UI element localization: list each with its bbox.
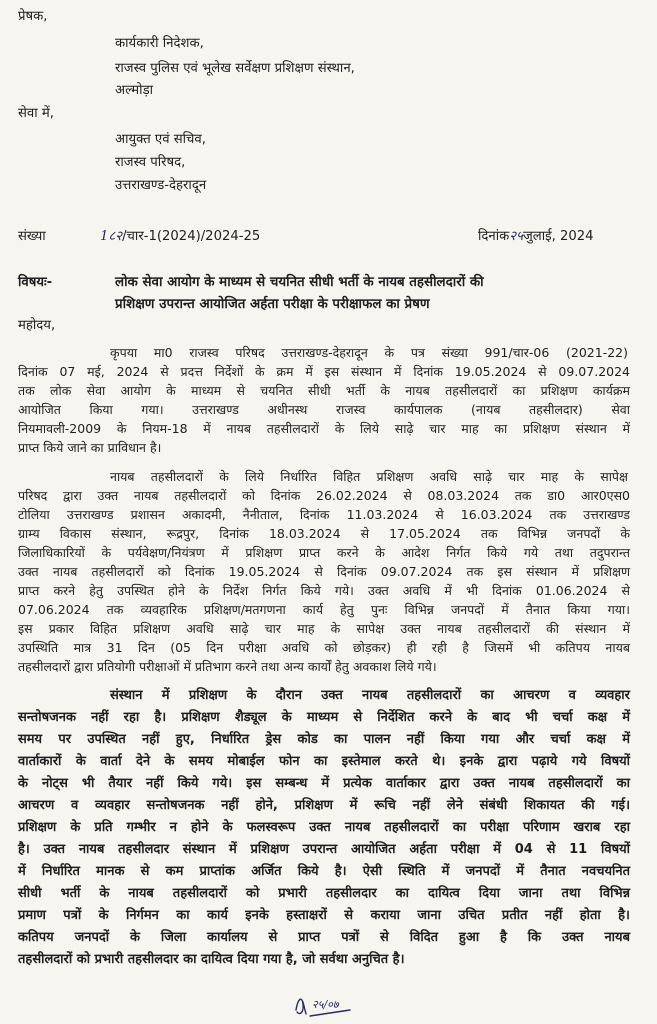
sender-label: प्रेषक, bbox=[18, 9, 48, 24]
para3-line: है। उक्त नायब तहसीलदार संस्थान में प्रशिक्षण उपरान्त आयोजित अर्हता परीक्षा में 04 से 11 विषयों bbox=[18, 842, 630, 857]
para3-line: तहसीलदारों को प्रभारी तहसीलदार का दायित्व दिया गया है, जो सर्वथा अनुचित है। bbox=[18, 952, 405, 967]
sender-line-3: अल्मोड़ा bbox=[115, 83, 154, 98]
para3-line: संस्थान में प्रशिक्षण के दौरान उक्त नायब तहसीलदारों का आचरण व व्यवहार bbox=[110, 688, 630, 703]
ref-number-handwritten: 1८२ bbox=[100, 229, 123, 244]
para2-line: उपस्थिति मात्र 31 दिन (05 दिन परीक्षा अवधि को छोड़कर) ही रही है जिसमें भी कतिपय नायब bbox=[18, 640, 630, 655]
recipient-line-3: उत्तराखण्ड-देहरादून bbox=[115, 178, 207, 193]
para3-line: में निर्धारित मानक से कम प्राप्तांक अर्जित किये है। ऐसी स्थिति में जनपदों में तैनात नवचयनित bbox=[18, 864, 630, 879]
ref-date-rest: जुलाई, 2024 bbox=[523, 229, 594, 244]
para1-line: दिनांक 07 मई, 2024 से प्रदत्त निर्देशों के क्रम में इस संस्थान में दिनांक 19.05.2024 से 09.07.2024 bbox=[18, 364, 630, 379]
para3-line: सीधी भर्ती के नायब तहसीलदारों को प्रभारी तहसीलदार का दायित्व दिया जाना तथा विभिन्न bbox=[18, 886, 630, 901]
salutation: महोदय, bbox=[18, 318, 56, 333]
para1-line: तक लोक सेवा आयोग के माध्यम से चयनित सीधी भर्ती के नायब तहसीलदारों का प्रशिक्षण कार्यक्रम bbox=[18, 383, 630, 398]
para3-line: कतिपय जनपदों के जिला कार्यालय से प्राप्त पत्रों से विदित हुआ है कि उक्त नायब bbox=[18, 930, 630, 945]
para3-line: वार्ताकारों के वार्ता देने के समय मोबाईल फोन का इस्तेमाल करते थे। इनके द्वारा पढ़ाये गये विषयों bbox=[18, 754, 630, 769]
signature-date-text: २५/०७ bbox=[312, 998, 339, 1011]
para2-line: तहसीलदारों द्वारा प्रतियोगी परीक्षाओं में प्रतिभाग करने तथा अन्य कार्यों हेतु अवकाश लिये गये। bbox=[18, 659, 437, 674]
para3-line: के नोट्स भी तैयार नहीं किये गये। इस सम्बन्ध में प्रत्येक वार्ताकार द्वारा उक्त नायब तहसीलदारों का bbox=[18, 776, 630, 791]
para3-line: समय पर उपस्थित नहीं हुए, निर्धारित ड्रेस कोड का पालन नहीं किया गया और चर्चा कक्ष में bbox=[18, 732, 630, 747]
para2-line: ग्राम्य विकास संस्थान, रूद्रपुर, दिनांक 18.03.2024 से 17.05.2024 तक विभिन्न जनपदों के bbox=[18, 526, 630, 541]
recipient-label: सेवा में, bbox=[18, 106, 54, 121]
para2-line: उक्त नायब तहसीलदारों को दिनांक 19.05.2024 से दिनांक 09.07.2024 तक इस संस्थान में प्रशिक्षण bbox=[18, 564, 630, 579]
recipient-line-1: आयुक्त एवं सचिव, bbox=[115, 132, 206, 147]
para2-line: परिषद द्वारा उक्त नायब तहसीलदारों को दिनांक 26.02.2024 से 08.03.2024 तक डा0 आर0एस0 bbox=[18, 488, 630, 503]
para2-line: 07.06.2024 तक व्यवहारिक प्रशिक्षण/मतगणना कार्य हेतु पुनः विभिन्न जनपदों में तैनात किया गया। bbox=[18, 602, 630, 617]
ref-label: संख्या bbox=[18, 229, 46, 244]
para2-line: इस प्रकार विहित प्रशिक्षण अवधि साढ़े चार माह के सापेक्ष उक्त नायब तहसीलदारों की संस्थान में bbox=[18, 621, 630, 636]
para1-line: कृपया मा0 राजस्व परिषद उत्तराखण्ड-देहरादून के पत्र संख्या 991/चार-06 (2021-22) bbox=[110, 345, 628, 360]
recipient-line-2: राजस्व परिषद, bbox=[115, 155, 186, 170]
para3-line: सन्तोषजनक नहीं रहा है। प्रशिक्षण शैड्यूल के माध्यम से निर्देशित करने के बाद भी चर्चा कक्ष में bbox=[18, 710, 630, 725]
para2-line: नायब तहसीलदारों के लिये निर्धारित विहित प्रशिक्षण अवधि साढ़े चार माह के सापेक्ष bbox=[110, 469, 628, 484]
handwritten-initials-signature bbox=[292, 990, 354, 1020]
para1-line: आयोजित किया गया। उत्तराखण्ड अधीनस्थ राजस्व कार्यपालक (नायब तहसीलदार) सेवा bbox=[18, 402, 630, 417]
para3-line: आचरण व व्यवहार सन्तोषजनक नहीं होने, प्रशिक्षण में रूचि नहीं लेने संबंधी शिकायत की गई। bbox=[18, 798, 630, 813]
ref-date-prefix: दिनांक bbox=[478, 229, 510, 244]
ref-number bbox=[100, 229, 260, 245]
ref-date bbox=[478, 229, 594, 245]
ref-date-handwritten: २५ bbox=[509, 229, 523, 244]
sender-line-1: कार्यकारी निदेशक, bbox=[115, 36, 204, 51]
subject-line-2: प्रशिक्षण उपरान्त आयोजित अर्हता परीक्षा के परीक्षाफल का प्रेषण bbox=[115, 297, 430, 312]
sender-line-2: राजस्व पुलिस एवं भूलेख सर्वेक्षण प्रशिक्षण संस्थान, bbox=[115, 61, 355, 76]
para1-line: नियमावली-2009 के नियम-18 में नायब तहसीलदारों के लिये साढ़े चार माह का प्रशिक्षण संस्थान में bbox=[18, 421, 630, 436]
para2-line: टोलिया उत्तराखण्ड प्रशासन अकादमी, नैनीताल, दिनांक 11.03.2024 से 16.03.2024 तक उत्तराखण्ड bbox=[18, 507, 630, 522]
ref-number-printed: /चार-1(2024)/2024-25 bbox=[122, 229, 261, 244]
para2-line: प्राप्त करने हेतु उपस्थित होने के निर्देश निर्गत किये गये। उक्त अवधि में भी दिनांक 01.06.2024 से bbox=[18, 583, 630, 598]
subject-label: विषयः- bbox=[18, 275, 53, 290]
para3-line: प्रशिक्षण के प्रति गम्भीर न होने के फलस्वरूप उक्त नायब तहसीलदारों का परीक्षा परिणाम खराब रहा bbox=[18, 820, 630, 835]
para3-line: प्रमाण पत्रों के निर्गमन का कार्य इनके हस्ताक्षरों से कराया जाना उचित प्रतीत नहीं होता है। bbox=[18, 908, 630, 923]
subject-line-1: लोक सेवा आयोग के माध्यम से चयनित सीधी भर्ती के नायब तहसीलदारों की bbox=[115, 275, 484, 290]
para2-line: जिलाधिकारियों के पर्यवेक्षण/नियंत्रण में प्रशिक्षण प्राप्त करने के आदेश निर्गत किये गये तथा तदुपरान्त bbox=[18, 545, 630, 560]
para1-line: प्राप्त किये जाने का प्राविधान है। bbox=[18, 440, 162, 455]
